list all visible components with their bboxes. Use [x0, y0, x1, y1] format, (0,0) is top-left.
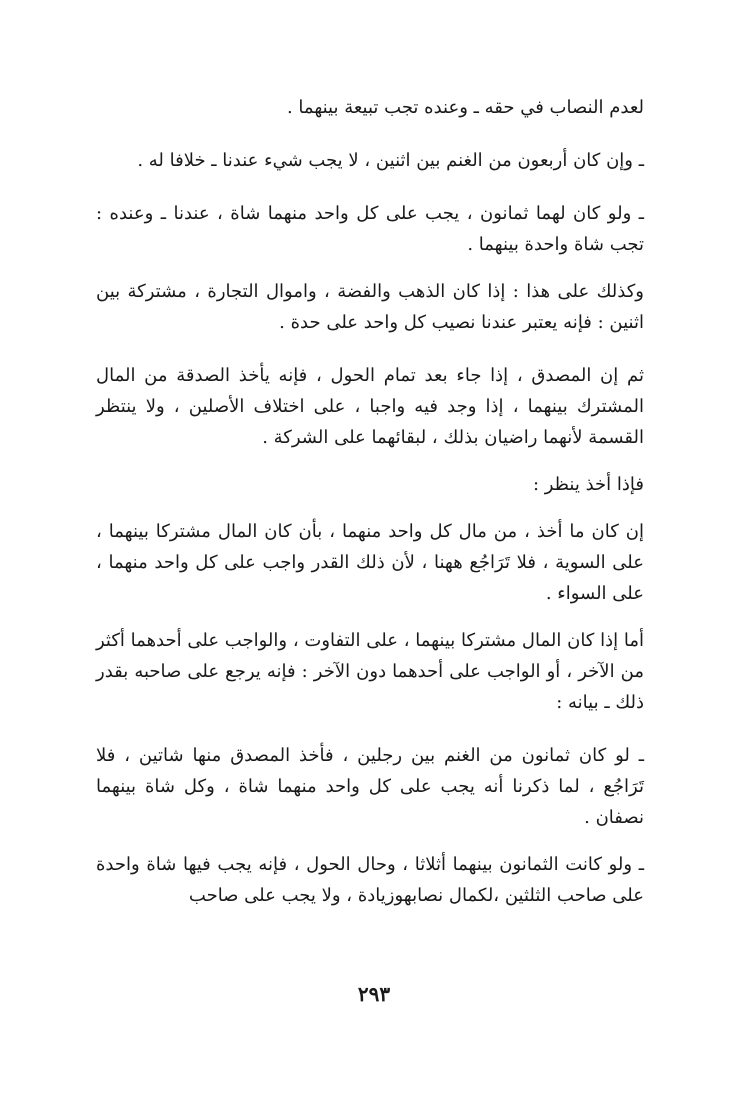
page-body [96, 92, 644, 911]
paragraph-8: أما إذا كان المال مشتركا بينهما ، على التفاوت ، والواجب على أحدهما أكثر من الآخر ، أو الواجب على أحدهما دون الآخر : فإنه يرجع على صاحبه بقدر ذلك ـ بيانه : [96, 630, 644, 713]
paragraph-4: وكذلك على هذا : إذا كان الذهب والفضة ، واموال التجارة ، مشتركة بين اثنين : فإنه يعتبر عندنا نصيب كل واحد على حدة . [96, 281, 644, 333]
paragraph-5: ثم إن المصدق ، إذا جاء بعد تمام الحول ، فإنه يأخذ الصدقة من المال المشترك بينهما ، إذا وجد فيه واجبا ، على اختلاف الأصلين ، ولا ينتظر القسمة لأنهما راضيان بذلك ، لبقائهما على الشركة . [96, 365, 644, 448]
paragraph-2: ـ وإن كان أربعون من الغنم بين اثنين ، لا يجب شيء عندنا ـ خلافا له . [137, 150, 644, 171]
paragraph-3: ـ ولو كان لهما ثمانون ، يجب على كل واحد منهما شاة ، عندنا ـ وعنده : تجب شاة واحدة بينهما . [96, 203, 644, 255]
paragraph-6: فإذا أخذ ينظر : [532, 474, 644, 495]
paragraph-10: ـ ولو كانت الثمانون بينهما أثلاثا ، وحال الحول ، فإنه يجب فيها شاة واحدة على صاحب الثلثين ،لكمال نصابهوزيادة ، ولا يجب على صاحب [96, 854, 644, 906]
paragraph-9: ـ لو كان ثمانون من الغنم بين رجلين ، فأخذ المصدق منها شاتين ، فلا تَرَاجُع ، لما ذكرنا أنه يجب على كل واحد منهما شاة ، وكل شاة بينهما نصفان . [96, 745, 644, 828]
paragraph-7: إن كان ما أخذ ، من مال كل واحد منهما ، بأن كان المال مشتركا بينهما ، على السوية ، فلا تَرَاجُع ههنا ، لأن ذلك القدر واجب على كل واحد منهما ، على السواء . [96, 521, 644, 604]
paragraph-1: لعدم النصاب في حقه ـ وعنده تجب تبيعة بينهما . [286, 97, 644, 118]
page-number: ٢٩٣ [357, 982, 391, 1006]
